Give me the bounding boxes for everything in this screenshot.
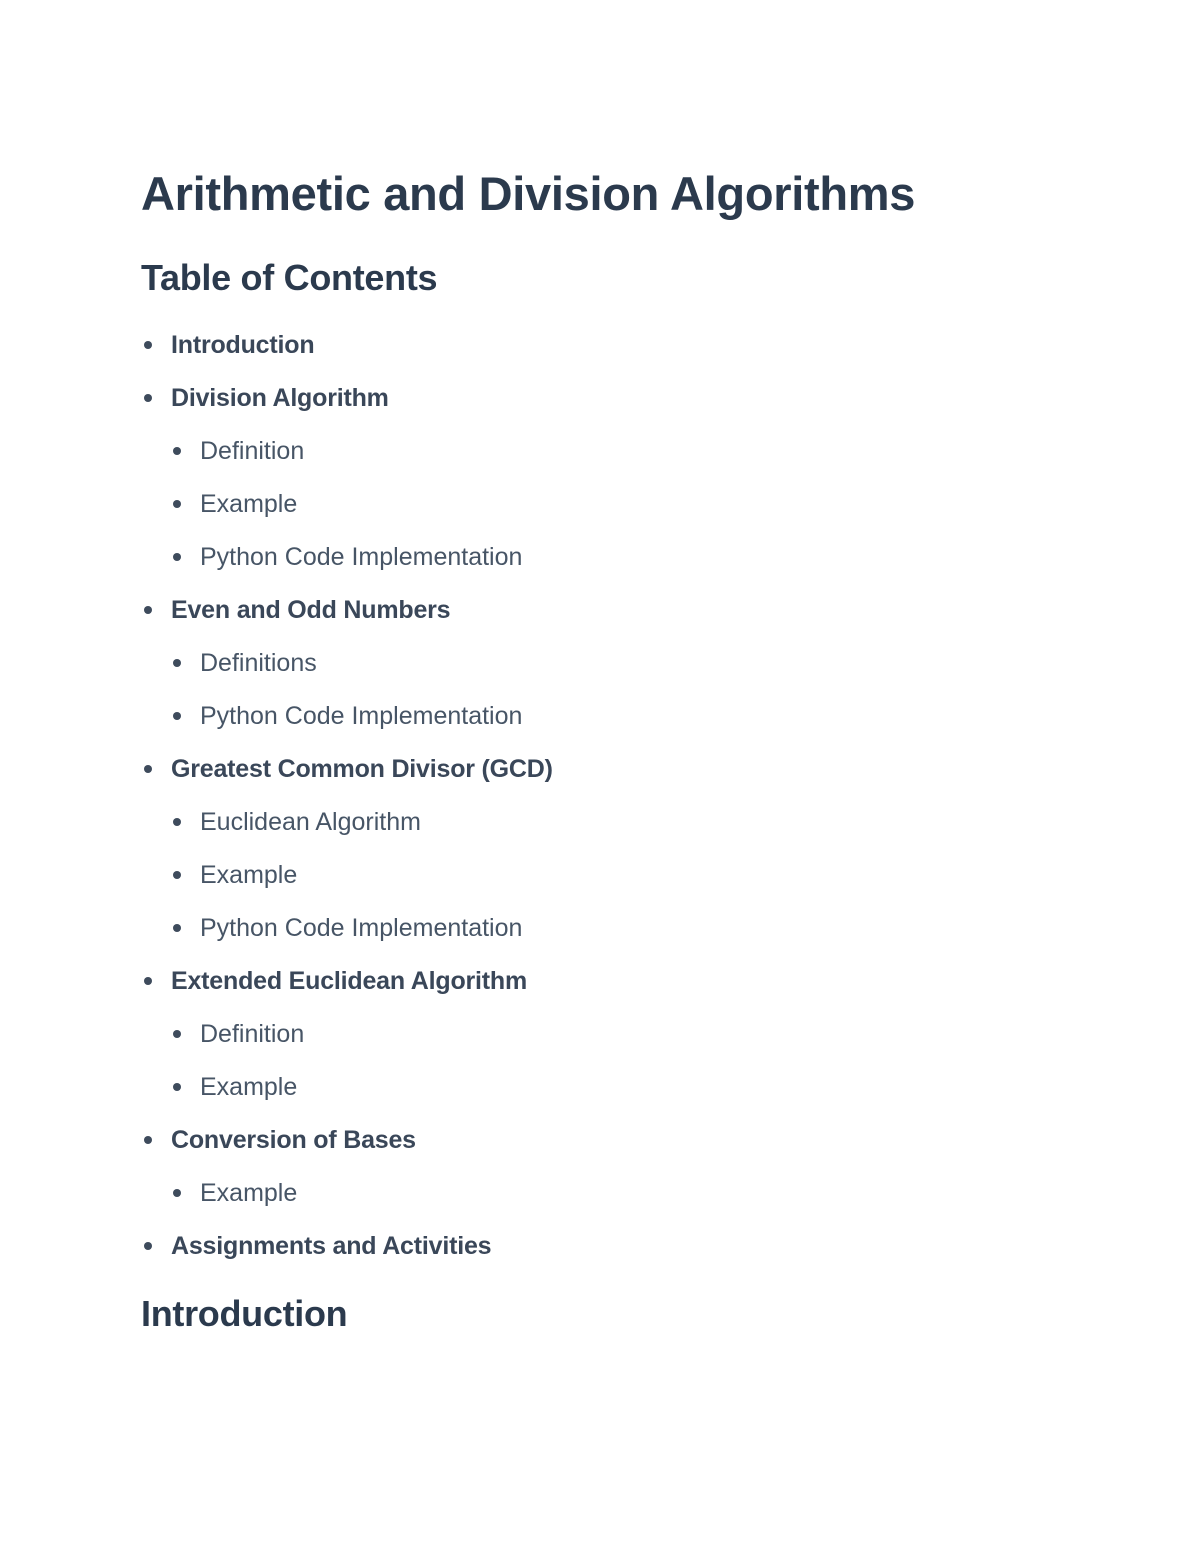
- toc-item-label: Definition: [200, 1020, 305, 1048]
- bullet-icon: [144, 341, 152, 349]
- toc-item-label: Example: [200, 490, 298, 518]
- toc-item-label: Example: [200, 1073, 298, 1101]
- table-of-contents: [141, 319, 553, 1273]
- toc-subitem[interactable]: [141, 531, 553, 584]
- bullet-icon: [173, 1083, 181, 1091]
- bullet-icon: [173, 818, 181, 826]
- toc-item-label: Euclidean Algorithm: [200, 808, 421, 836]
- toc-item-label: Extended Euclidean Algorithm: [171, 967, 528, 995]
- bullet-icon: [173, 553, 181, 561]
- toc-item[interactable]: [141, 319, 553, 372]
- toc-subitem[interactable]: [141, 1167, 553, 1220]
- toc-heading: Table of Contents: [141, 257, 438, 298]
- toc-item-label: Definition: [200, 437, 305, 465]
- bullet-icon: [173, 447, 181, 455]
- bullet-icon: [173, 659, 181, 667]
- bullet-icon: [173, 500, 181, 508]
- bullet-icon: [144, 1242, 152, 1250]
- bullet-icon: [173, 871, 181, 879]
- toc-subitem[interactable]: [141, 849, 553, 902]
- toc-item[interactable]: [141, 584, 553, 637]
- toc-item-label: Even and Odd Numbers: [171, 596, 451, 624]
- toc-item-label: Python Code Implementation: [200, 914, 523, 942]
- toc-subitem[interactable]: [141, 902, 553, 955]
- bullet-icon: [144, 977, 152, 985]
- bullet-icon: [144, 394, 152, 402]
- toc-item[interactable]: [141, 1114, 553, 1167]
- toc-item-label: Conversion of Bases: [171, 1126, 416, 1154]
- toc-item-label: Example: [200, 861, 298, 889]
- bullet-icon: [173, 1189, 181, 1197]
- bullet-icon: [144, 765, 152, 773]
- toc-subitem[interactable]: [141, 425, 553, 478]
- toc-item[interactable]: [141, 1220, 553, 1273]
- toc-item-label: Assignments and Activities: [171, 1232, 492, 1260]
- toc-subitem[interactable]: [141, 1061, 553, 1114]
- toc-subitem[interactable]: [141, 796, 553, 849]
- bullet-icon: [173, 712, 181, 720]
- toc-subitem[interactable]: [141, 1008, 553, 1061]
- toc-item-label: Introduction: [171, 331, 315, 359]
- toc-item-label: Python Code Implementation: [200, 702, 523, 730]
- bullet-icon: [173, 1030, 181, 1038]
- toc-item-label: Example: [200, 1179, 298, 1207]
- toc-item-label: Greatest Common Divisor (GCD): [171, 755, 553, 783]
- toc-subitem[interactable]: [141, 690, 553, 743]
- bullet-icon: [173, 924, 181, 932]
- toc-item-label: Python Code Implementation: [200, 543, 523, 571]
- bullet-icon: [144, 606, 152, 614]
- toc-item-label: Division Algorithm: [171, 384, 389, 412]
- bullet-icon: [144, 1136, 152, 1144]
- toc-item[interactable]: [141, 372, 553, 425]
- toc-item-label: Definitions: [200, 649, 317, 677]
- toc-subitem[interactable]: [141, 478, 553, 531]
- section-heading-introduction: Introduction: [141, 1293, 348, 1334]
- toc-subitem[interactable]: [141, 637, 553, 690]
- toc-item[interactable]: [141, 955, 553, 1008]
- document-title: Arithmetic and Division Algorithms: [141, 167, 916, 220]
- toc-item[interactable]: [141, 743, 553, 796]
